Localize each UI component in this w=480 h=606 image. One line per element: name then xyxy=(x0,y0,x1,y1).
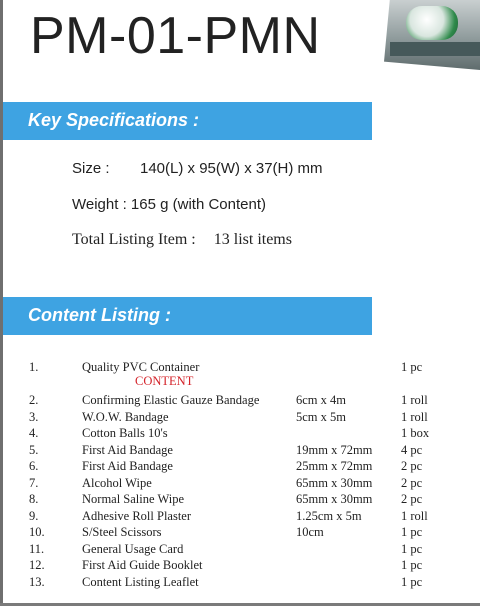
item-number: 6. xyxy=(29,459,39,473)
list-item xyxy=(0,425,480,441)
item-number: 2. xyxy=(29,393,39,407)
item-number: 8. xyxy=(29,492,39,506)
item-number: 1. xyxy=(29,360,39,374)
item-dimension: 25mm x 72mm xyxy=(296,459,373,473)
item-number: 12. xyxy=(29,558,45,572)
content-listing-title: Content Listing : xyxy=(28,305,171,325)
item-quantity: 4 pc xyxy=(401,442,423,457)
item-name: Alcohol Wipe xyxy=(82,475,152,490)
item-dimension: 1.25cm x 5m xyxy=(296,508,362,523)
product-rim-graphic xyxy=(390,42,480,56)
item-name: Confirming Elastic Gauze Bandage xyxy=(82,393,260,407)
item-number: 3. xyxy=(29,409,39,424)
product-lid-graphic xyxy=(406,6,458,40)
item-name: Cotton Balls 10's xyxy=(82,426,168,440)
product-image xyxy=(384,0,480,70)
list-item xyxy=(0,524,480,540)
list-item xyxy=(0,541,480,557)
item-number: 4. xyxy=(29,426,39,440)
list-item xyxy=(0,557,480,573)
item-number: 7. xyxy=(29,475,39,490)
item-name: Content Listing Leaflet xyxy=(82,574,199,589)
spec-weight: Weight : 165 g (with Content) xyxy=(72,196,266,213)
list-item xyxy=(0,359,480,375)
item-quantity: 1 pc xyxy=(401,525,423,539)
item-quantity: 1 pc xyxy=(401,360,423,374)
list-item xyxy=(0,442,480,458)
list-item xyxy=(0,508,480,524)
item-dimension: 65mm x 30mm xyxy=(296,475,373,490)
spec-total-items xyxy=(72,231,292,249)
item-name: First Aid Bandage xyxy=(82,459,173,473)
item-quantity: 2 pc xyxy=(401,492,423,506)
content-note: CONTENT xyxy=(135,374,194,388)
total-label: Total Listing Item : xyxy=(72,231,196,248)
item-number: 5. xyxy=(29,442,39,457)
item-quantity: 1 roll xyxy=(401,393,428,407)
list-item xyxy=(0,491,480,507)
item-quantity: 1 pc xyxy=(401,558,423,572)
item-quantity: 1 pc xyxy=(401,574,423,589)
item-dimension: 65mm x 30mm xyxy=(296,492,373,506)
item-name: First Aid Guide Booklet xyxy=(82,558,203,572)
content-listing-banner xyxy=(3,297,372,335)
list-item xyxy=(0,475,480,491)
item-quantity: 2 pc xyxy=(401,475,423,490)
model-title: PM-01-PMN xyxy=(30,7,321,65)
key-specifications-title: Key Specifications : xyxy=(28,110,200,130)
item-number: 10. xyxy=(29,525,45,539)
item-name: Normal Saline Wipe xyxy=(82,492,185,506)
item-name: First Aid Bandage xyxy=(82,442,173,457)
list-item xyxy=(0,458,480,474)
item-dimension: 5cm x 5m xyxy=(296,409,346,424)
item-number: 9. xyxy=(29,508,39,523)
item-quantity: 1 roll xyxy=(401,409,428,424)
item-quantity: 1 roll xyxy=(401,508,428,523)
item-name: Adhesive Roll Plaster xyxy=(82,508,192,523)
item-quantity: 1 pc xyxy=(401,541,423,556)
size-label: Size : xyxy=(72,160,110,177)
item-name: W.O.W. Bandage xyxy=(82,409,169,424)
item-name: General Usage Card xyxy=(82,541,184,556)
key-specifications-banner xyxy=(3,102,372,140)
item-number: 13. xyxy=(29,574,45,589)
list-item xyxy=(0,392,480,408)
item-dimension: 19mm x 72mm xyxy=(296,442,373,457)
item-number: 11. xyxy=(29,541,45,556)
list-item xyxy=(0,409,480,425)
item-name: S/Steel Scissors xyxy=(82,525,162,539)
list-item xyxy=(0,574,480,590)
spec-size xyxy=(72,160,323,177)
item-dimension: 10cm xyxy=(296,525,324,539)
total-value: 13 list items xyxy=(213,231,292,248)
item-quantity: 1 box xyxy=(401,426,430,440)
item-dimension: 6cm x 4m xyxy=(296,393,346,407)
item-quantity: 2 pc xyxy=(401,459,423,473)
size-value: 140(L) x 95(W) x 37(H) mm xyxy=(140,160,323,177)
item-name: Quality PVC Container xyxy=(82,360,200,374)
